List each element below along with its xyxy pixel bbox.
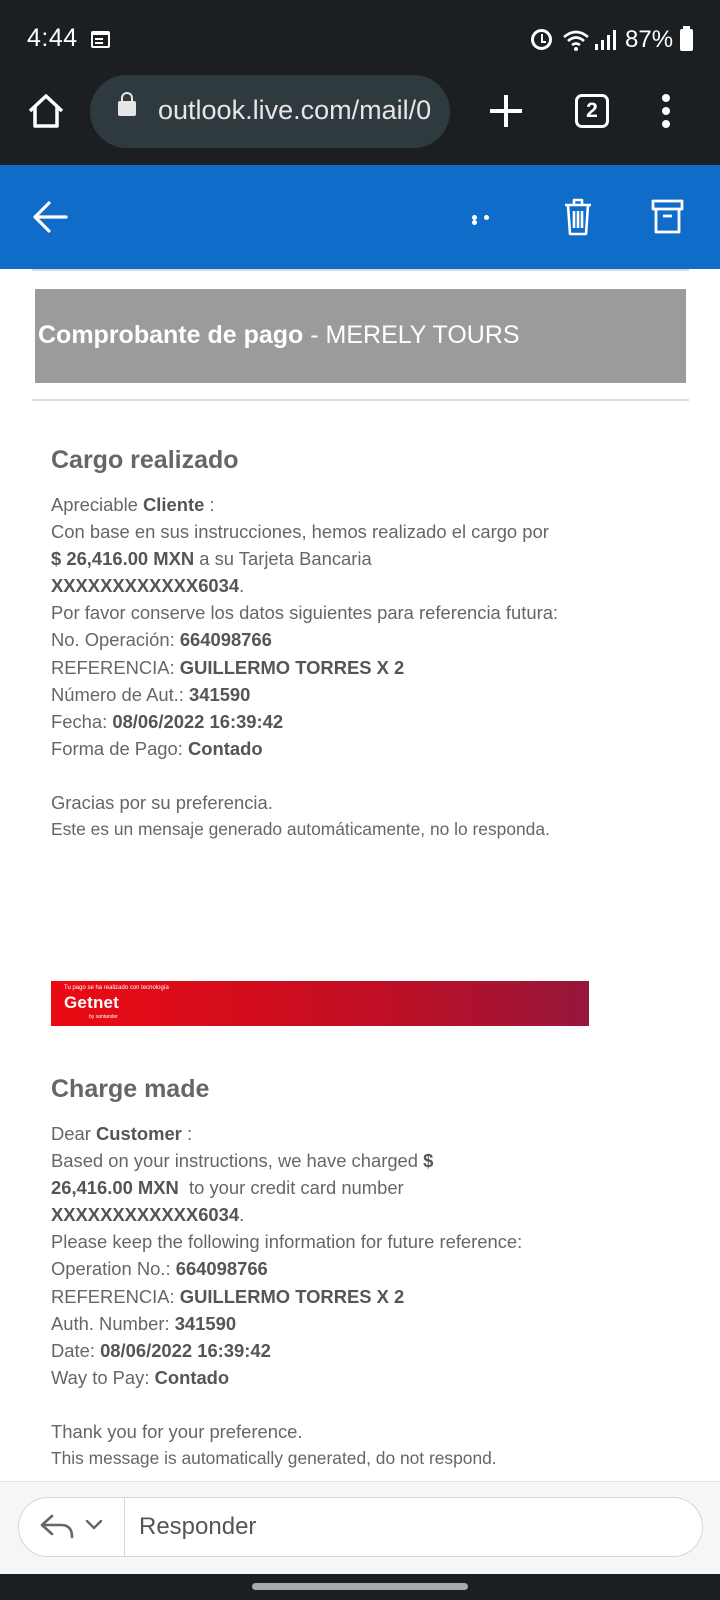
getnet-tagline: Tu pago se ha realizado con tecnología [64,985,169,991]
greeting-line [51,491,651,518]
intro-line: Con base en sus instrucciones, hemos realizado el cargo por [51,521,549,543]
browser-toolbar [0,75,720,165]
reply-field[interactable] [18,1497,703,1557]
operation-label: Operation No.: [51,1258,176,1280]
battery-percent: 87% [625,26,674,53]
section-heading: Cargo realizado [51,446,239,474]
card-number-line: XXXXXXXXXXXX6034. [51,575,245,597]
payment-label: Forma de Pago: [51,737,188,759]
back-arrow-icon[interactable] [32,198,70,236]
date-line [51,708,651,735]
keep-line: Please keep the following information for future reference: [51,1231,523,1253]
spanish-section [51,445,651,843]
date-line [51,1337,651,1364]
greeting-colon: : [181,1123,193,1144]
card-text: to your credit card number [178,1177,404,1199]
browser-menu-icon[interactable] [662,94,670,130]
battery-icon [680,29,693,51]
auth-line [51,681,651,708]
reply-icon [39,1513,75,1541]
reply-placeholder[interactable]: Responder [139,1513,257,1540]
payment-line [51,1364,651,1391]
reference-value: GUILLERMO TORRES X 2 [179,1285,405,1307]
reply-options-button[interactable] [19,1498,125,1556]
auto-message-line: Este es un mensaje generado automáticamente, no lo responda. [51,819,550,840]
thanks-line: Gracias por su preferencia. [51,791,273,813]
archive-icon[interactable] [651,198,684,235]
status-time: 4:44 [27,24,78,52]
divider [32,269,689,271]
date-label: Fecha: [51,710,113,732]
reference-label: REFERENCIA: [51,656,180,678]
mail-toolbar [0,165,720,269]
payment-label: Way to Pay: [51,1366,155,1388]
operation-value: 664098766 [175,1258,268,1280]
section-heading: Charge made [51,1075,210,1103]
date-value: 08/06/2022 16:39:42 [100,1339,271,1361]
operation-value: 664098766 [179,629,272,651]
home-icon[interactable] [26,91,66,131]
operation-line [51,626,651,653]
auto-message-line: This message is automatically generated, do not respond. [51,1448,497,1469]
getnet-banner [51,981,589,1026]
auth-line [51,1310,651,1337]
date-label: Date: [51,1339,101,1361]
greeting: Apreciable [51,494,138,515]
charge-amount: 26,416.00 MXN [51,1177,179,1199]
greeting: Dear [51,1123,91,1144]
receipt-banner [35,289,686,383]
currency-symbol: $ [423,1150,434,1172]
status-bar [0,0,720,75]
reference-line [51,1283,651,1310]
charge-amount: $ 26,416.00 MXN [51,548,195,570]
operation-label: No. Operación: [51,629,180,651]
home-gesture-handle[interactable] [252,1583,468,1590]
card-number: XXXXXXXXXXXX6034 [51,1204,240,1226]
reference-label: REFERENCIA: [51,1285,180,1307]
address-bar[interactable] [90,75,450,148]
chevron-down-icon [85,1518,103,1532]
payment-value: Contado [154,1366,230,1388]
english-section [51,1074,651,1472]
auth-label: Auth. Number: [51,1312,175,1334]
calendar-notification-icon [91,31,110,48]
auth-label: Número de Aut.: [51,683,190,705]
lock-icon [118,101,136,116]
payment-value: Contado [187,737,263,759]
payment-line [51,735,651,762]
banner-title: Comprobante de pago [38,321,304,349]
card-number-line: XXXXXXXXXXXX6034. [51,1204,245,1226]
thanks-line: Thank you for your preference. [51,1420,303,1442]
card-number: XXXXXXXXXXXX6034 [51,575,240,597]
wifi-icon [562,28,590,52]
new-tab-plus-icon[interactable] [488,93,524,129]
url-text[interactable]: outlook.live.com/mail/0 [158,95,432,125]
customer-name: Cliente [143,494,205,515]
greeting-colon: : [204,494,215,515]
reference-value: GUILLERMO TORRES X 2 [179,656,405,678]
auth-value: 341590 [174,1312,237,1334]
amount-line [51,1174,651,1201]
more-options-icon[interactable] [472,215,504,221]
intro-text: Based on your instructions, we have charged [51,1150,419,1172]
reply-bar [0,1481,720,1574]
signal-icon [594,30,616,50]
date-value: 08/06/2022 16:39:42 [112,710,284,732]
reference-line [51,654,651,681]
getnet-santander: by santander [89,1014,118,1020]
email-body [0,269,720,1481]
intro-line [51,1147,651,1174]
customer-name: Customer [96,1123,182,1144]
operation-line [51,1255,651,1282]
banner-merchant: - MERELY TOURS [303,321,520,349]
alarm-icon [531,29,552,50]
greeting-line [51,1120,651,1147]
auth-value: 341590 [189,683,251,705]
card-text: a su Tarjeta Bancaria [194,548,372,570]
keep-line: Por favor conserve los datos siguientes para referencia futura: [51,602,559,624]
amount-line [51,545,651,572]
divider [32,399,689,401]
system-nav-bar [0,1574,720,1600]
tab-switcher-button[interactable]: 2 [575,94,609,128]
trash-icon[interactable] [563,197,593,237]
getnet-logo: Getnet [64,993,120,1012]
